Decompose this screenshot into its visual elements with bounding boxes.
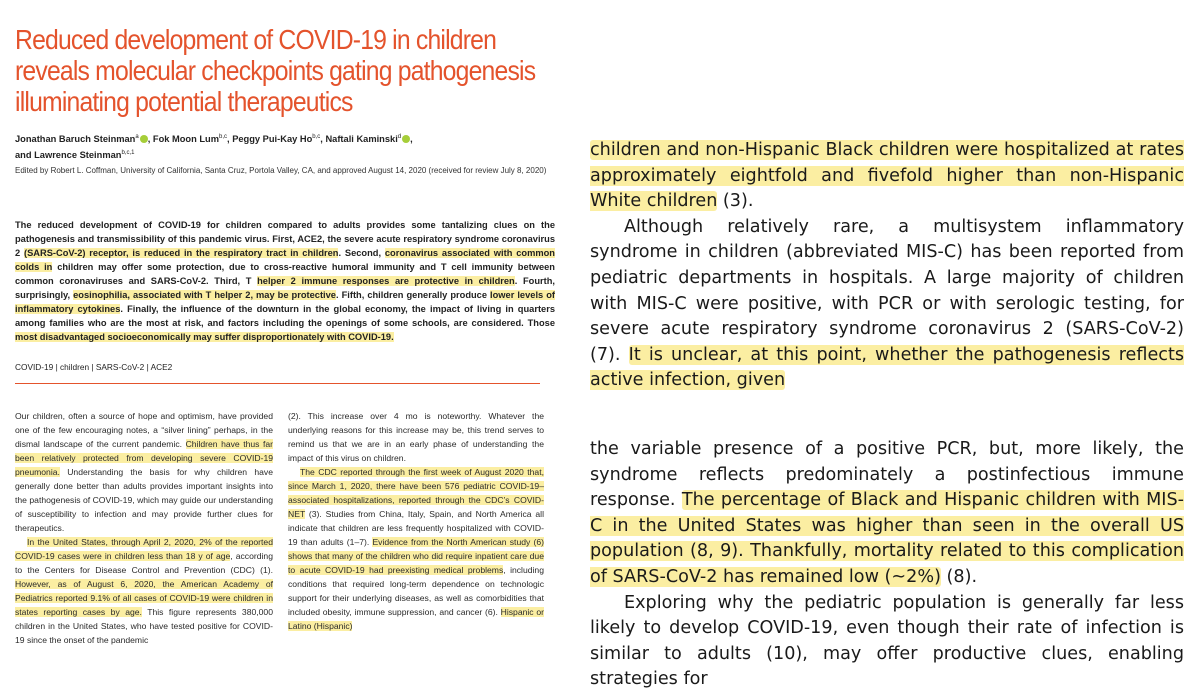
highlighted-text: lower levels of inflammatory cytokines — [15, 290, 555, 314]
author-list: Jonathan Baruch Steinman$^a$ , Fok Moon Lum$^{b,c}$, Peggy Pui-Kay Ho$^{b,c}$, Naftali Kaminski$^d$ , and Lawrence Steinman$^{b,c,1}$ — [15, 134, 413, 161]
paragraph — [15, 535, 273, 647]
paragraph — [15, 409, 273, 535]
highlighted-text: The percentage of Black and Hispanic children with MIS-C in the United States was higher than seen in the overall US population (8, 9). Thankfully, mortality related to this complication of SARS-CoV-2 has remained low (~2%) — [590, 490, 1184, 587]
zoomed-excerpt-bottom — [590, 437, 1184, 693]
author-affiliation: b,c — [312, 134, 321, 140]
title-line: illuminating potential therapeutics — [15, 86, 353, 117]
highlighted-text: helper 2 immune responses are protective in children — [257, 276, 515, 286]
text-run: (8). — [940, 566, 978, 587]
paragraph — [590, 437, 1184, 591]
text-run: (2). This increase over 4 mo is noteworthy. Whatever the underlying reasons for this increase may be, this trend serves to remind us that we are in an early phase of understanding the impact of this virus on children. — [288, 411, 544, 463]
abstract-text: . Fourth, surprisingly, — [15, 276, 555, 300]
abstract-text: . Second, — [338, 248, 385, 258]
highlighted-text: coronavirus associated with common colds in — [15, 248, 555, 272]
paragraph — [590, 138, 1184, 215]
body-column-right — [288, 409, 544, 633]
author-name: Peggy Pui-Kay Ho — [232, 134, 313, 145]
author-affiliation: d — [397, 134, 402, 140]
author-affiliation: b,c,1 — [121, 150, 135, 157]
keywords: COVID-19 | children | SARS-CoV-2 | ACE2 — [15, 362, 173, 372]
author-name: and Lawrence Steinman — [15, 150, 122, 161]
title-line: reveals molecular checkpoints gating pathogenesis — [15, 55, 536, 86]
highlighted-text: Hispanic or Latino (Hispanic) — [288, 607, 544, 631]
highlighted-text: most disadvantaged socioeconomically may suffer disproportionately with COVID-19. — [15, 332, 394, 342]
text-run: , according to the Centers for Disease Control and Prevention (CDC) (1). — [15, 551, 273, 575]
highlighted-text: Children have thus far been relatively protected from developing severe COVID-19 pneumonia. — [15, 439, 273, 477]
abstract-text: . Finally, the influence of the downturn in the global economy, the impact of living in quarters among families who are the most at risk, and factors including the openings of some schools, are considered. Those — [15, 304, 555, 328]
highlighted-text: Evidence from the North American study (6) shows that many of the children who did require inpatient care due to acute COVID-19 had preexisting medical problems — [288, 537, 544, 575]
text-run: This figure represents 380,000 children in the United States, who have tested positive for COVID-19 since the onset of the pandemic — [15, 607, 273, 645]
author-affiliation: a — [135, 134, 139, 140]
text-run: , including conditions that required long-term dependence on technologic support for their underlying diseases, as well as comorbidities that included obesity, immune suppression, and cancer (6). — [288, 565, 544, 617]
paragraph — [590, 215, 1184, 394]
highlighted-text: In the United States, through April 2, 2020, 2% of the reported COVID-19 cases were in children less than 18 y of age — [15, 537, 273, 561]
text-run: (3). Studies from China, Italy, Spain, and North America all indicate that children are less frequently hospitalized with COVID-19 than adults (1–7). — [288, 509, 544, 547]
paper-first-page — [0, 0, 556, 686]
highlighted-text: children and non-Hispanic Black children were hospitalized at rates approximately eightfold and fivefold higher than non-Hispanic White children — [590, 140, 1184, 212]
abstract-text: . Fifth, children generally produce — [335, 290, 491, 300]
text-run: Understanding the basis for why children have generally done better than adults provides important insights into the pathogenesis of COVID-19, which may guide our understanding of susceptibility to infection and may provide further clues for therapeutics. — [15, 467, 273, 533]
highlighted-text: It is unclear, at this point, whether the pathogenesis reflects active infection, given — [590, 344, 1185, 391]
paper-title — [15, 24, 536, 117]
paragraph — [288, 465, 544, 633]
text-run: Exploring why the pediatric population is generally far less likely to develop COVID-19, even though their rate of infection is similar to adults (10), may offer productive clues, enabling strategies for — [590, 592, 1184, 690]
author-name: Fok Moon Lum — [152, 134, 219, 145]
highlighted-text: eosinophilia, associated with T helper 2, may be protective — [73, 290, 336, 300]
text-run: the variable presence of a positive PCR, but, more likely, the syndrome reflects predominately a postinfectious immune response. — [590, 439, 1184, 511]
orcid-icon — [140, 135, 148, 143]
text-run: (3). — [717, 191, 754, 212]
author-affiliation: b,c — [219, 134, 228, 140]
author-name: Naftali Kaminski — [325, 134, 398, 145]
abstract-text: children may offer some protection, due to cross-reactive humoral immunity and T cell immunity between common coronaviruses and SARS-CoV-2. Third, T — [15, 262, 555, 286]
zoomed-excerpt-top — [590, 138, 1184, 394]
text-run: Our children, often a source of hope and optimism, have provided one of the few encouraging notes, a “silver lining” perhaps, in the dismal landscape of the current pandemic. — [15, 411, 273, 449]
highlighted-text: However, as of August 6, 2020, the American Academy of Pediatrics reported 9.1% of all cases of COVID-19 were children in states reporting cases by age. — [15, 579, 273, 617]
body-column-left — [15, 409, 273, 647]
abstract-text: The reduced development of COVID-19 for children compared to adults provides some tantalizing clues on the pathogenesis and transmissibility of this pandemic virus. First, ACE2, the severe acute respiratory syndrome coronavirus 2 — [15, 220, 555, 258]
orcid-icon — [402, 135, 410, 143]
title-line: Reduced development of COVID-19 in children — [15, 24, 497, 55]
highlighted-text: (SARS-CoV-2) receptor, is reduced in the respiratory tract in children — [24, 248, 339, 258]
paragraph — [288, 409, 544, 465]
text-run: Although relatively rare, a multisystem inflammatory syndrome in children (abbreviated MIS-C) has been reported from pediatric departments in hospitals. A large majority of children with MIS-C were positive, with PCR or with serologic testing, for severe acute respiratory syndrome coronavirus 2 (SARS-CoV-2) (7). — [590, 216, 1184, 365]
abstract — [15, 218, 555, 344]
section-divider — [15, 383, 540, 384]
highlighted-text: The CDC reported through the first week of August 2020 that, since March 1, 2020, there have been 576 pediatric COVID-19–associated hospitalizations, reported through the CDC’s COVID-NET — [288, 467, 544, 519]
edited-by-note: Edited by Robert L. Coffman, University of California, Santa Cruz, Portola Valley, CA, and approved August 14, 2020 (received for review July 8, 2020) — [15, 166, 547, 175]
paragraph — [590, 591, 1184, 693]
author-name: Jonathan Baruch Steinman — [15, 134, 136, 145]
